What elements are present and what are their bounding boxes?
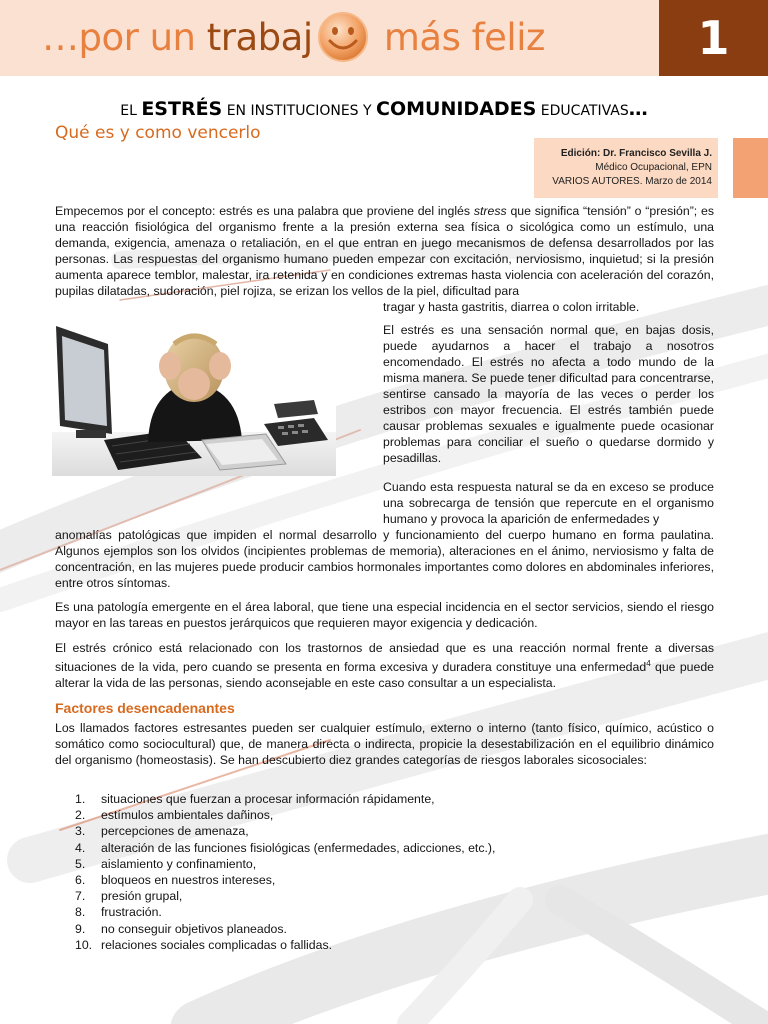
paragraph-intro-continued: tragar y hasta gastritis, diarrea o colon irritable. (383, 300, 640, 314)
list-item (75, 823, 635, 839)
list-item (75, 807, 635, 823)
list-item-number: 10. (75, 937, 93, 952)
list-item-text: alteración de las funciones fisiológicas (enfermedades, adicciones, etc.), (101, 840, 496, 855)
edition-affiliation: Médico Ocupacional, EPN (595, 162, 712, 173)
list-item-number: 5. (75, 856, 86, 871)
paragraph-normal-stress: El estrés es una sensación normal que, en bajas dosis, puede ayudarnos a hacer el trabajo a nosotros encomendado. El estrés no afecta a todo mundo de la misma manera. Se puede tener dificultad para concentrarse, sentirse cansado la mayoría de las veces o perder los estribos con mayor frecuencia. El estrés también puede causar problemas sexuales e igualmente puede ocasionar problemas para conciliar el sueño o quedarse dormido y pesadillas. (383, 323, 714, 465)
list-item-text: percepciones de amenaza, (101, 824, 249, 839)
section-heading: Factores desencadenantes (55, 700, 235, 716)
list-item (75, 840, 635, 856)
paragraph-text: que puede alterar la vida de las personas, siendo aconsejable en este caso consultar a un especialista. (55, 660, 715, 691)
title-word: EN INSTITUCIONES Y (222, 103, 377, 119)
title-word: … (628, 98, 648, 120)
paragraph-excess-stress: Cuando esta respuesta natural se da en exceso se produce una sobrecarga de tensión que repercute en el organismo humano y provoca la aparición de enfermedades y (383, 480, 714, 526)
paragraph-excess-stress-continued: anomalías patológicas que impiden el normal desarrollo y funcionamiento del cuerpo humano en forma paulatina. Algunos ejemplos son los olvidos (incipientes problemas de memoria), alteraciones en el ánimo, nerviosismo y falta de concentración, en las mujeres puede producir cambios hormonales importantes como dolores en abdominales inferiores, entre otros síntomas. (55, 528, 714, 590)
list-item-text: relaciones sociales complicadas o fallidas. (101, 937, 333, 952)
factors-list (75, 791, 635, 953)
header-banner (0, 0, 768, 76)
edition-box (534, 138, 718, 198)
title-word: COMUNIDADES (376, 98, 537, 120)
list-item-number: 1. (75, 792, 86, 806)
list-item (75, 904, 635, 920)
page-subtitle: Qué es y como vencerlo (55, 123, 261, 143)
edition-date: VARIOS AUTORES. Marzo de 2014 (552, 176, 712, 187)
list-item (75, 921, 635, 937)
issue-number: 1 (659, 0, 768, 76)
list-item (75, 791, 635, 807)
title-part-1: …por un (42, 16, 207, 59)
paragraph-intro (55, 203, 714, 299)
list-item-text: frustración. (101, 905, 162, 920)
footnote-marker: 4 (646, 659, 651, 668)
list-item-text: bloqueos en nuestros intereses, (101, 873, 276, 888)
list-item-number: 9. (75, 921, 86, 936)
list-item-number: 7. (75, 889, 86, 904)
title-word: ESTRÉS (141, 98, 223, 120)
paragraph-workplace: Es una patología emergente en el área laboral, que tiene una especial incidencia en el sector servicios, siendo el riesgo mayor en las tareas en puestos jerárquicos que requieren mayor exigencia y dedicación. (55, 600, 714, 630)
paragraph-text: Empecemos por el concepto: estrés es una palabra que proviene del inglés (55, 204, 474, 218)
title-word: EL (120, 103, 142, 119)
title-part-2: trabaj (206, 16, 313, 59)
list-item (75, 856, 635, 872)
paragraph-chronic-stress (55, 640, 714, 691)
list-item-text: aislamiento y confinamiento, (101, 856, 257, 871)
page-title (0, 98, 768, 120)
list-item-text: no conseguir objetivos planeados. (101, 921, 287, 936)
list-item-number: 3. (75, 824, 86, 839)
emphasis-text: stress (473, 204, 507, 218)
paragraph-text: que significa “tensión” o “presión”; es una reacción fisiológica del organismo frente a la presión externa sea física o sicológica como un estímulo, una demanda, exigencia, amenaza o retaliación, en el que entran en juego mecanismos de defensa desarrollados por las personas. Las respuestas del organismo humano pueden empezar con excitación, nerviosismo, inquietud; si la presión aumenta aparece temblor, malestar, ira retenida y en condiciones extremas hasta violencia con aceleración del corazón, pupilas dilatadas, sudoración, piel rojiza, se erizan los vellos de la piel, dificultad para (55, 204, 714, 298)
list-item-text: situaciones que fuerzan a procesar información rápidamente, (101, 792, 435, 806)
list-item-number: 2. (75, 808, 86, 823)
list-item (75, 888, 635, 904)
list-item-text: presión grupal, (101, 889, 183, 904)
list-item-number: 6. (75, 873, 86, 888)
paragraph-factors: Los llamados factores estresantes pueden ser cualquier estímulo, externo o interno (tanto físico, químico, acústico o somático como sociocultural) que, de manera directa o indirecta, propicie la desestabilización en el equilibrio dinámico del organismo (homeostasis). Se han descubierto diez grandes categorías de riesgos laborales sicosociales: (55, 721, 714, 767)
list-item (75, 937, 635, 953)
edition-editor: Edición: Dr. Francisco Sevilla J. (560, 148, 712, 159)
list-item-number: 4. (75, 840, 86, 855)
stressed-woman-photo (52, 322, 336, 476)
title-word: EDUCATIVAS (536, 103, 629, 119)
smiley-face-icon (315, 9, 371, 65)
list-item-text: estímulos ambientales dañinos, (101, 808, 274, 823)
title-part-3: más feliz (372, 16, 545, 59)
list-item (75, 872, 635, 888)
edition-accent-tab (733, 138, 768, 198)
list-item-number: 8. (75, 905, 86, 920)
newsletter-title (42, 6, 545, 70)
paragraph-text: El estrés crónico está relacionado con los trastornos de ansiedad que es una reacción normal frente a diversas situaciones de la vida, pero cuando se presenta en forma excesiva y duradera constituye una enfermedad (55, 641, 714, 675)
